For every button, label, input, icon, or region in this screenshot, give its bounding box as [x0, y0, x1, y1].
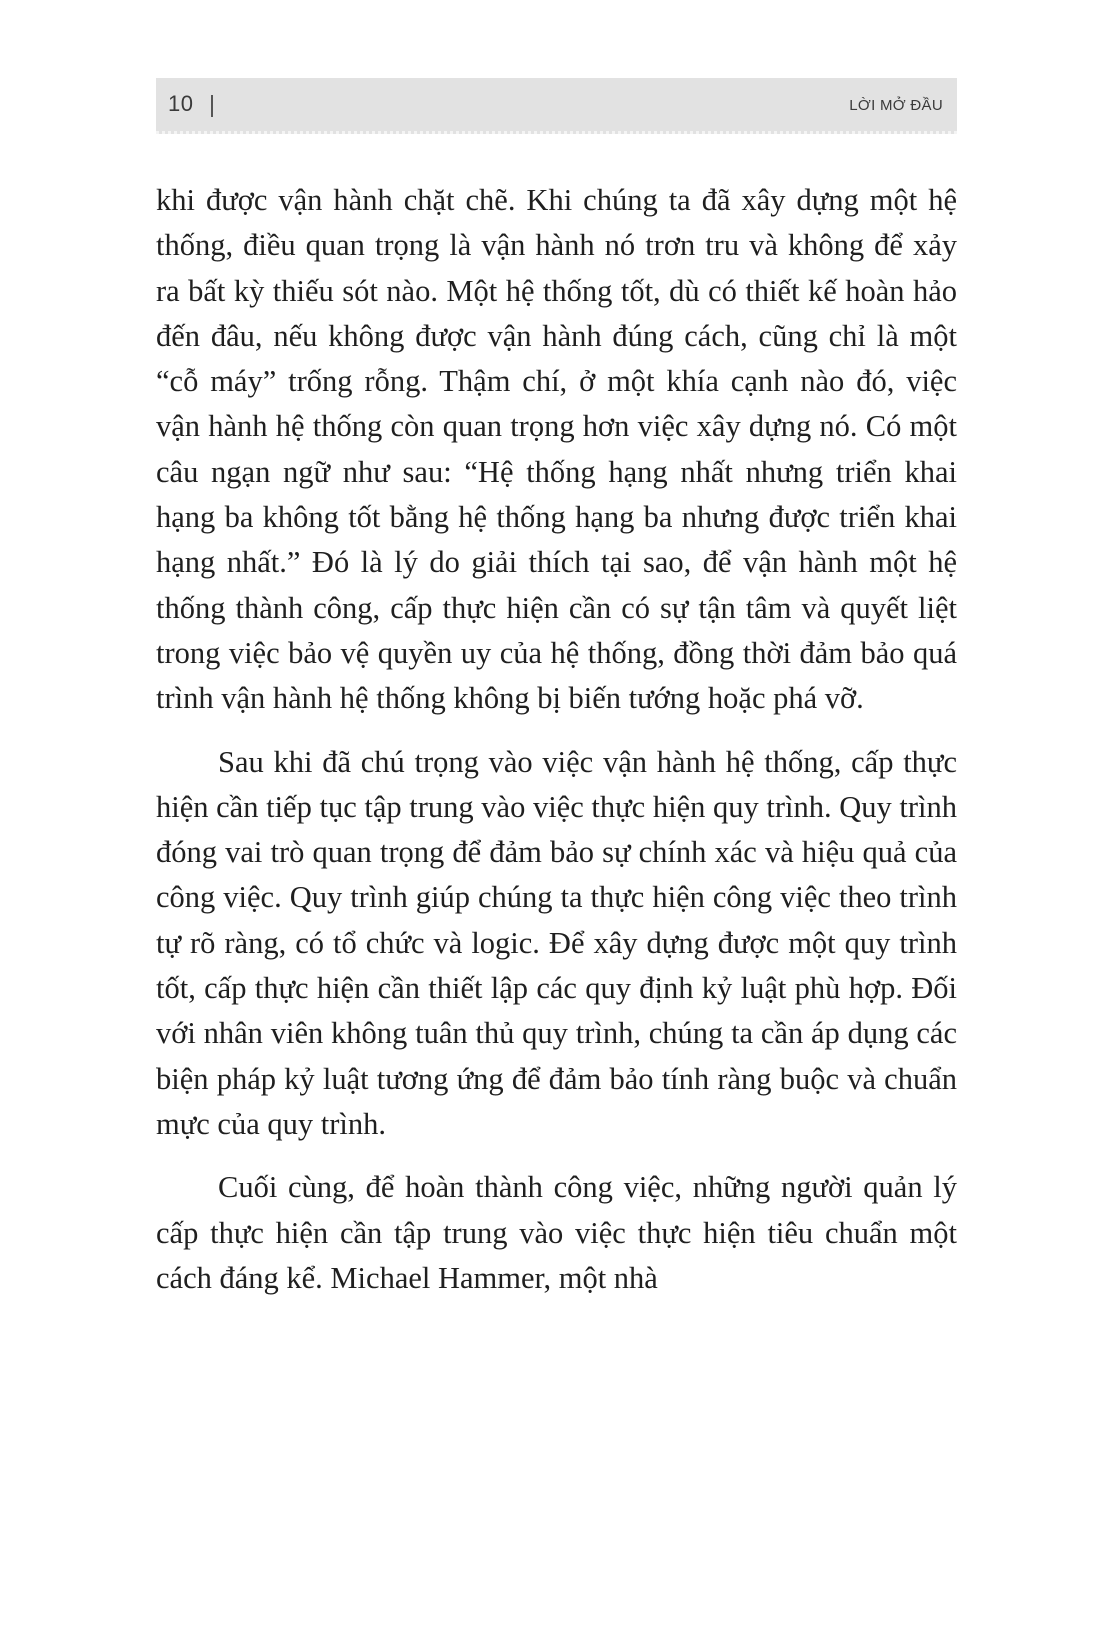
paragraph-continuation: khi được vận hành chặt chẽ. Khi chúng ta đã xây dựng một hệ thống, điều quan trọng là vận hành nó trơn tru và không để xảy ra bất kỳ thiếu sót nào. Một hệ thống tốt, dù có thiết kế hoàn hảo đến đâu, nếu không được vận hành đúng cách, cũng chỉ là một “cỗ máy” trống rỗng. Thậm chí, ở một khía cạnh nào đó, việc vận hành hệ thống còn quan trọng hơn việc xây dựng nó. Có một câu ngạn ngữ như sau: “Hệ thống hạng nhất nhưng triển khai hạng ba không tốt bằng hệ thống hạng ba nhưng được triển khai hạng nhất.” Đó là lý do giải thích tại sao, để vận hành một hệ thống thành công, cấp thực hiện cần có sự tận tâm và quyết liệt trong việc bảo vệ quyền uy của hệ thống, đồng thời đảm bảo quá trình vận hành hệ thống không bị biến tướng hoặc phá vỡ. [156, 183, 957, 716]
body-text [156, 178, 957, 1301]
header-divider [211, 95, 213, 117]
paragraph-process: Sau khi đã chú trọng vào việc vận hành hệ thống, cấp thực hiện cần tiếp tục tập trung vào việc thực hiện quy trình. Quy trình đóng vai trò quan trọng để đảm bảo sự chính xác và hiệu quả của công việc. Quy trình giúp chúng ta thực hiện công việc theo trình tự rõ ràng, có tổ chức và logic. Để xây dựng được một quy trình tốt, cấp thực hiện cần thiết lập các quy định kỷ luật phù hợp. Đối với nhân viên không tuân thủ quy trình, chúng ta cần áp dụng các biện pháp kỷ luật tương ứng để đảm bảo tính ràng buộc và chuẩn mực của quy trình. [156, 744, 957, 1141]
section-title: LỜI MỞ ĐẦU [849, 97, 943, 114]
page-number: 10 [168, 91, 194, 116]
running-header [156, 78, 957, 134]
paragraph-standards: Cuối cùng, để hoàn thành công việc, những người quản lý cấp thực hiện cần tập trung vào việc thực hiện tiêu chuẩn một cách đáng kể. Michael Hammer, một nhà [156, 1170, 957, 1295]
